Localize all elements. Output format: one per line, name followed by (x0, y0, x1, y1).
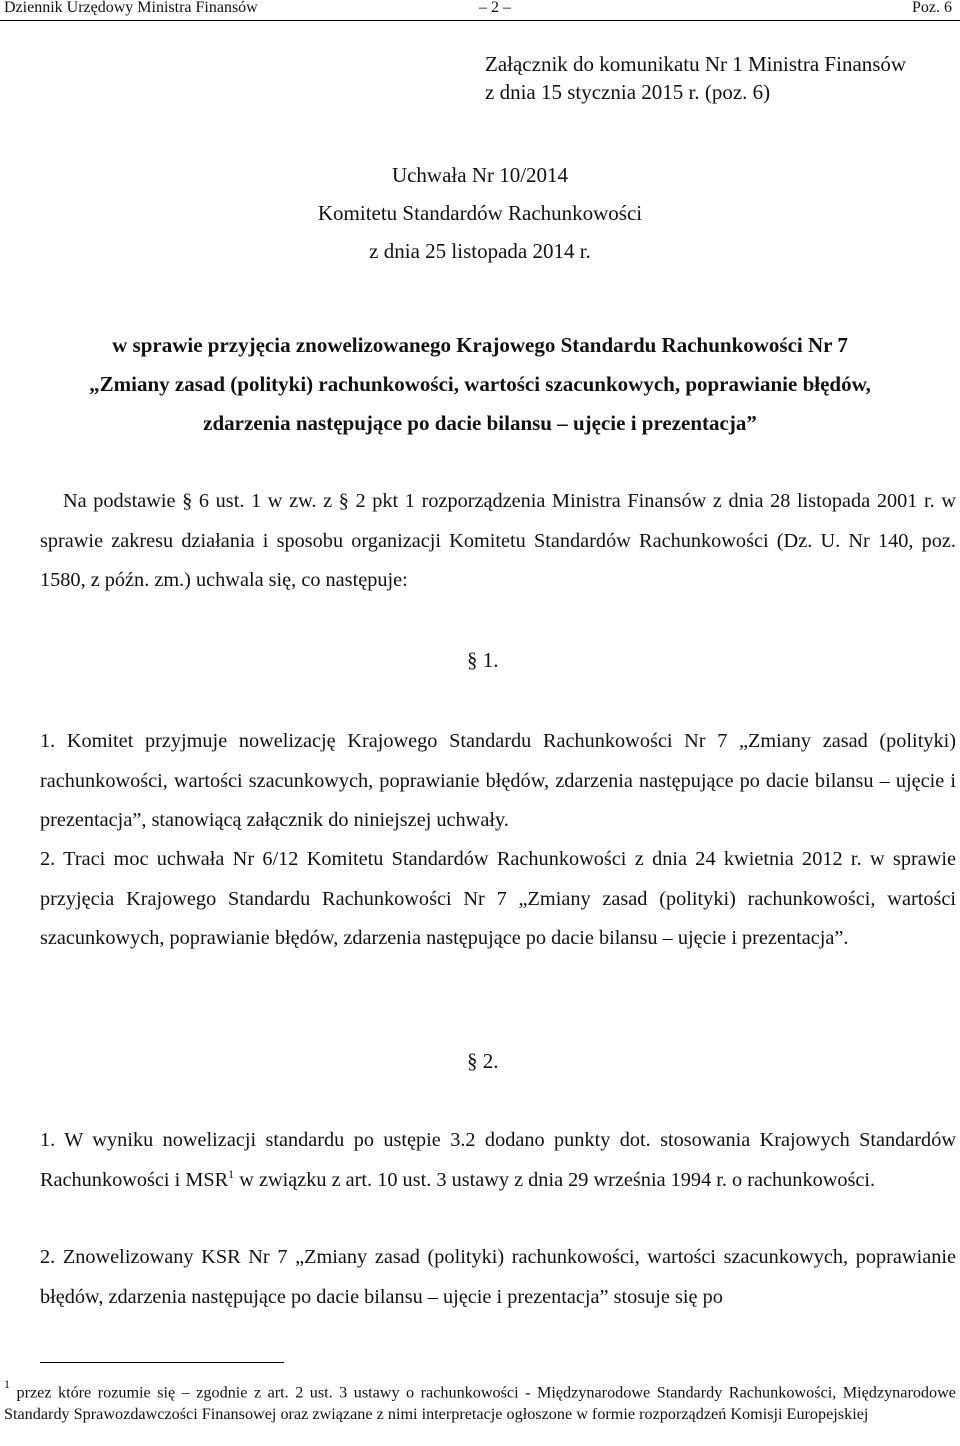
resolution-date: z dnia 25 listopada 2014 r. (369, 239, 591, 263)
section-2-point-1-text-end: w związku z art. 10 ust. 3 ustawy z dnia 29 września 1994 r. o rachunkowości. (234, 1168, 876, 1191)
resolution-subject (0, 326, 960, 443)
intro-paragraph: Na podstawie § 6 ust. 1 w zw. z § 2 pkt 1 rozporządzenia Ministra Finansów z dnia 28 listopada 2001 r. w sprawie zakresu działania i sposobu organizacji Komitetu Standardów Rachunkowości (Dz. U. Nr 140, poz. 1580, z późn. zm.) uchwala się, co następuje: (40, 490, 956, 591)
journal-title: Dziennik Urzędowy Ministra Finansów (4, 0, 258, 16)
section-2-title: § 2. (467, 1049, 499, 1073)
footnote-text: przez które rozumie się – zgodnie z art. 2 ust. 3 ustawy o rachunkowości - Międzynarodowe Standardy Rachunkowości, Międzynarodowe Standardy Sprawozdawczości Finansowej oraz związane z nimi interpretacje ogłoszone w formie rozporządzeń Komisji Europejskiej (4, 1383, 956, 1424)
section-1-point-1: 1. Komitet przyjmuje nowelizację Krajowego Standardu Rachunkowości Nr 7 „Zmiany zasad (polityki) rachunkowości, wartości szacunkowych, poprawianie błędów, zdarzenia następujące po dacie bilansu – ujęcie i prezentacja”, stanowiącą załącznik do niniejszej uchwały. (40, 730, 956, 831)
section-2-point-2: 2. Znowelizowany KSR Nr 7 „Zmiany zasad (polityki) rachunkowości, wartości szacunkowych, poprawianie błędów, zdarzenia następujące po dacie bilansu – ujęcie i prezentacja” stosuje się po (40, 1246, 956, 1308)
position-number: Poz. 6 (912, 0, 952, 16)
footnote-mark: 1 (4, 1377, 10, 1391)
section-2-point-1 (40, 1121, 956, 1200)
annex-line-2: z dnia 15 stycznia 2015 r. (poz. 6) (485, 80, 771, 104)
subject-line-2: „Zmiany zasad (polityki) rachunkowości, wartości szacunkowych, poprawianie błędów, (89, 372, 871, 396)
resolution-committee: Komitetu Standardów Rachunkowości (317, 201, 643, 225)
resolution-heading (0, 156, 960, 270)
annex-line-1: Załącznik do komunikatu Nr 1 Ministra Finansów (485, 52, 907, 76)
footnote (4, 1376, 956, 1425)
page-header (0, 0, 960, 20)
section-1-point-2: 2. Traci moc uchwała Nr 6/12 Komitetu Standardów Rachunkowości z dnia 24 kwietnia 2012 r. w sprawie przyjęcia Krajowego Standardu Rachunkowości Nr 7 „Zmiany zasad (polityki) rachunkowości, wartości szacunkowych, poprawianie błędów, zdarzenia następujące po dacie bilansu – ujęcie i prezentacja”. (40, 848, 956, 949)
annex-note (485, 50, 906, 106)
page-number: – 2 – (479, 0, 511, 16)
resolution-number: Uchwała Nr 10/2014 (391, 163, 569, 187)
header-rule (0, 20, 960, 21)
footnote-separator (40, 1362, 284, 1363)
subject-line-1: w sprawie przyjęcia znowelizowanego Krajowego Standardu Rachunkowości Nr 7 (112, 333, 848, 357)
subject-line-3: zdarzenia następujące po dacie bilansu – ujęcie i prezentacja” (203, 411, 757, 435)
section-2-point-1-text: 1. W wyniku nowelizacji standardu po ustępie 3.2 dodano punkty dot. stosowania Krajowych Standardów Rachunkowości i MSR (40, 1129, 956, 1191)
footnote-ref: 1 (228, 1166, 235, 1181)
section-1-title: § 1. (467, 648, 499, 672)
